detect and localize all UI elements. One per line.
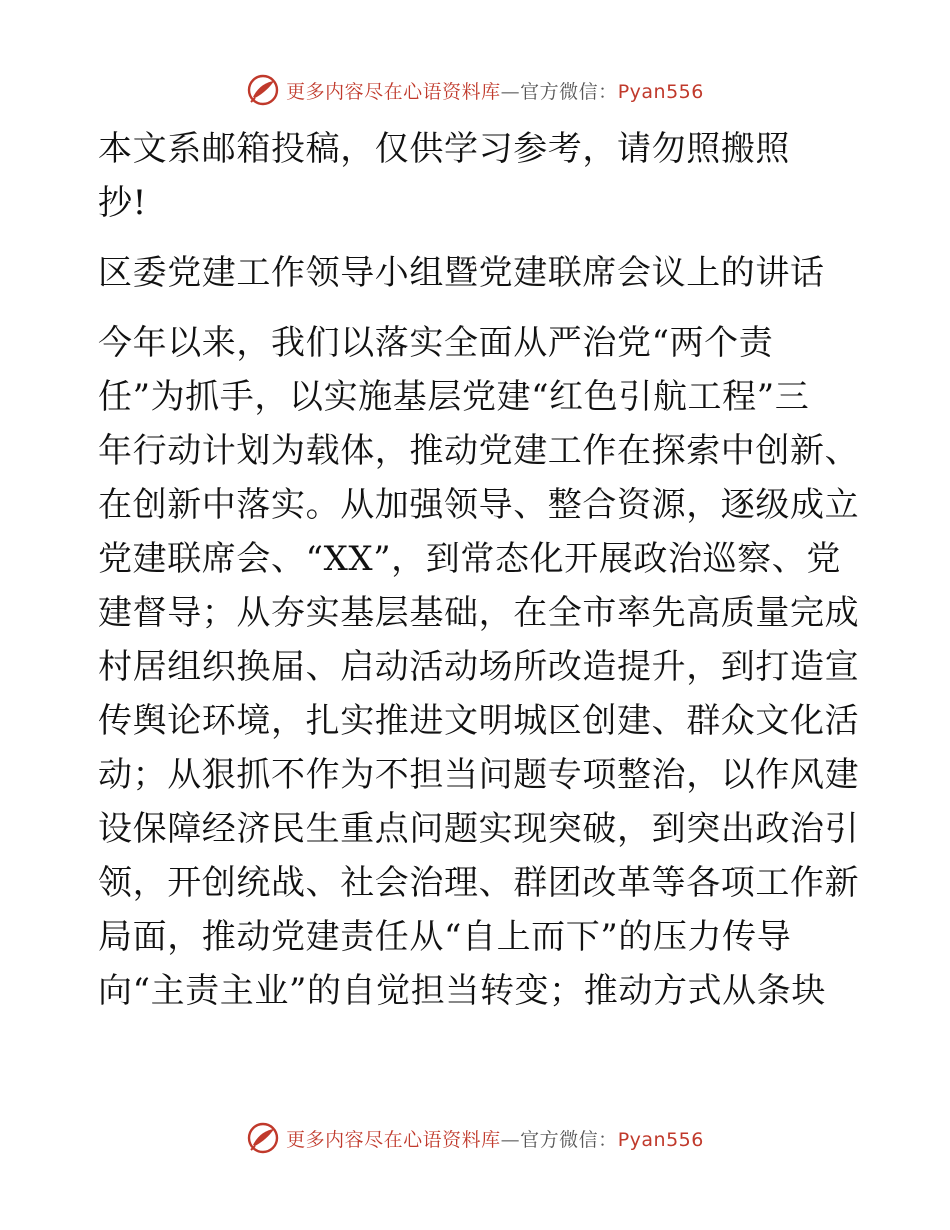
document-body [98,122,858,1018]
banner-text [286,77,704,104]
banner-site-name: 更多内容尽在心语资料库 [286,1128,501,1151]
paragraph-line: 设保障经济民生重点问题实现突破，到突出政治引 [98,809,860,849]
paragraph-line: 局面，推动党建责任从“自上而下”的压力传导 [98,917,792,957]
banner-dash: — [500,1128,521,1151]
banner-dash: — [500,80,521,103]
notice-line: 本文系邮箱投稿，仅供学习参考，请勿照搬照 [98,129,790,169]
paragraph-line: 任”为抓手，以实施基层党建“红色引航工程”三 [98,377,810,417]
paragraph-line: 在创新中落实。从加强领导、整合资源，逐级成立 [98,485,860,525]
banner-text [286,1125,704,1152]
paragraph-line: 村居组织换届、启动活动场所改造提升，到打造宣 [98,647,860,687]
banner-account: Pyan556 [617,80,704,103]
paragraph-line: 领，开创统战、社会治理、群团改革等各项工作新 [98,863,860,903]
paragraph-line: 向“主责主业”的自觉担当转变；推动方式从条块 [98,971,826,1011]
header-banner [0,70,950,110]
quill-logo-icon [246,1121,280,1155]
footer-banner [0,1118,950,1158]
banner-weixin-label: 官方微信： [520,1128,618,1151]
document-title: 区委党建工作领导小组暨党建联席会议上的讲话 [98,253,825,293]
paragraph-line: 传舆论环境，扎实推进文明城区创建、群众文化活 [98,701,860,741]
notice-line: 抄! [98,183,147,223]
banner-site-name: 更多内容尽在心语资料库 [286,80,501,103]
banner-account: Pyan556 [617,1128,704,1151]
paragraph-line: 党建联席会、“XX”，到常态化开展政治巡察、党 [98,539,841,579]
banner-weixin-label: 官方微信： [520,80,618,103]
paragraph-line: 建督导；从夯实基层基础，在全市率先高质量完成 [98,593,860,633]
quill-logo-icon [246,73,280,107]
paragraph-line: 今年以来，我们以落实全面从严治党“两个责 [98,323,774,363]
paragraph-line: 年行动计划为载体，推动党建工作在探索中创新、 [98,431,860,471]
paragraph-line: 动；从狠抓不作为不担当问题专项整治，以作风建 [98,755,860,795]
